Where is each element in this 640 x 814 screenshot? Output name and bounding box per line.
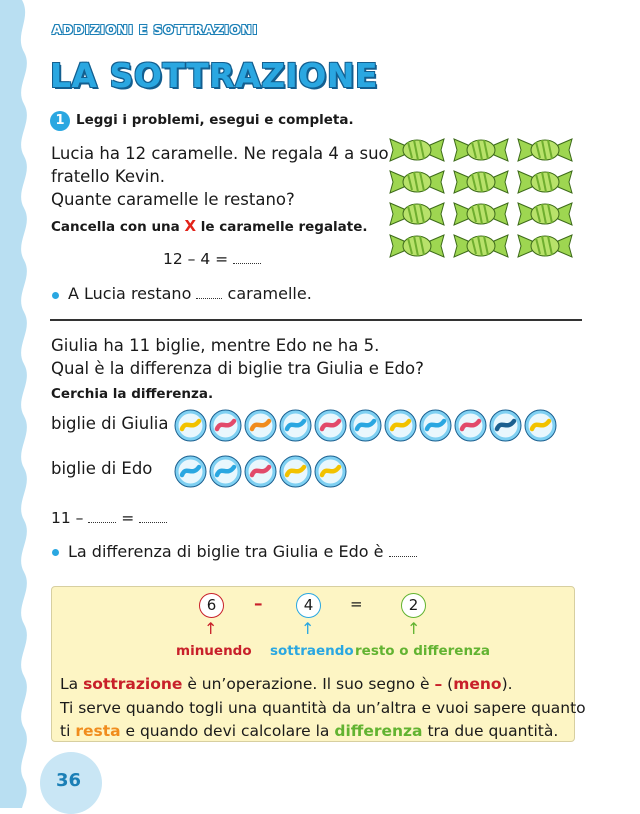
marble-icon <box>279 409 312 442</box>
problem-2-line-1: Giulia ha 11 biglie, mentre Edo ne ha 5. <box>51 336 380 355</box>
candy-icon <box>516 136 574 164</box>
candy-icon <box>452 136 510 164</box>
marbles-giulia-row <box>174 409 557 442</box>
candy-grid <box>388 136 578 266</box>
marble-icon <box>384 409 417 442</box>
problem-2-answer <box>68 542 417 561</box>
candy-icon <box>452 232 510 260</box>
candy-icon <box>388 136 446 164</box>
marble-icon <box>174 455 207 488</box>
problem-1-line-2: fratello Kevin. <box>51 167 166 186</box>
marble-icon <box>524 409 557 442</box>
label-edo: biglie di Edo <box>51 459 153 478</box>
page-number-badge <box>40 752 102 814</box>
label-minuend: minuendo <box>176 643 252 659</box>
answer-text: La differenza di biglie tra Giulia e Edo è <box>68 542 384 561</box>
marble-icon <box>279 455 312 488</box>
instruction-prefix: Cancella con una <box>51 219 180 235</box>
marble-icon <box>419 409 452 442</box>
subtrahend-circle: 4 <box>296 593 321 618</box>
candy-icon <box>388 200 446 228</box>
problem-1-answer <box>68 284 312 303</box>
exercise-instruction: Leggi i problemi, esegui e completa. <box>76 112 354 128</box>
up-arrow-icon: ↑ <box>407 619 421 638</box>
bullet-icon <box>52 292 59 299</box>
problem-2-instruction: Cerchia la differenza. <box>51 386 214 402</box>
candy-icon <box>452 168 510 196</box>
equation-start: 11 – <box>51 509 84 527</box>
problem-1-instruction <box>51 217 368 235</box>
candy-icon <box>388 168 446 196</box>
answer-blank[interactable] <box>88 512 116 523</box>
wavy-border-decoration <box>0 0 48 808</box>
candy-icon <box>516 168 574 196</box>
candy-icon <box>452 200 510 228</box>
minuend-circle: 6 <box>199 593 224 618</box>
rule-box <box>51 586 586 742</box>
marble-icon <box>244 409 277 442</box>
marble-icon <box>209 455 242 488</box>
problem-1-line-1: Lucia ha 12 caramelle. Ne regala 4 a suo <box>51 144 389 163</box>
bullet-icon <box>52 549 59 556</box>
section-header: ADDIZIONI E SOTTRAZIONI <box>52 22 258 37</box>
problem-1-text <box>51 142 391 211</box>
marble-icon <box>489 409 522 442</box>
marble-icon <box>454 409 487 442</box>
answer-blank[interactable] <box>139 512 167 523</box>
label-giulia: biglie di Giulia <box>51 414 169 433</box>
answer-blank[interactable] <box>233 253 261 264</box>
answer-suffix: caramelle. <box>227 284 312 303</box>
label-result: resto o differenza <box>355 643 491 659</box>
result-circle: 2 <box>401 593 426 618</box>
definition-line-2: Ti serve quando togli una quantità da un’altra e vuoi sapere quanto <box>60 698 586 717</box>
up-arrow-icon: ↑ <box>204 619 218 638</box>
candy-icon <box>516 200 574 228</box>
equals-operator: = <box>350 595 363 613</box>
marble-icon <box>349 409 382 442</box>
x-mark-icon: X <box>184 217 197 235</box>
problem-1-line-3: Quante caramelle le restano? <box>51 190 295 209</box>
exercise-number-badge: 1 <box>50 111 70 131</box>
equation-text: 12 – 4 = <box>163 250 229 268</box>
answer-blank[interactable] <box>389 546 417 557</box>
equation-equals: = <box>121 509 135 527</box>
section-divider <box>50 319 582 321</box>
problem-2-text <box>51 334 424 380</box>
candy-icon <box>388 232 446 260</box>
definition-line-1: La sottrazione è un’operazione. Il suo segno è – (meno). <box>60 675 513 693</box>
candy-icon <box>516 232 574 260</box>
page-number: 36 <box>56 770 82 791</box>
instruction-suffix: le caramelle regalate. <box>200 219 368 235</box>
definition-text <box>60 673 586 744</box>
marble-icon <box>314 409 347 442</box>
marbles-edo-row <box>174 455 347 488</box>
problem-2-line-2: Qual è la differenza di biglie tra Giulia e Edo? <box>51 359 424 378</box>
up-arrow-icon: ↑ <box>301 619 315 638</box>
marble-icon <box>174 409 207 442</box>
marble-icon <box>209 409 242 442</box>
answer-blank[interactable] <box>196 288 222 299</box>
page-title: LA SOTTRAZIONE <box>50 56 379 95</box>
answer-prefix: A Lucia restano <box>68 284 192 303</box>
problem-2-equation <box>51 509 167 527</box>
marble-icon <box>244 455 277 488</box>
definition-line-3: ti resta e quando devi calcolare la differenza tra due quantità. <box>60 722 559 740</box>
problem-1-equation <box>163 250 261 268</box>
minus-operator: – <box>254 594 263 614</box>
marble-icon <box>314 455 347 488</box>
label-subtrahend: sottraendo <box>270 643 354 659</box>
